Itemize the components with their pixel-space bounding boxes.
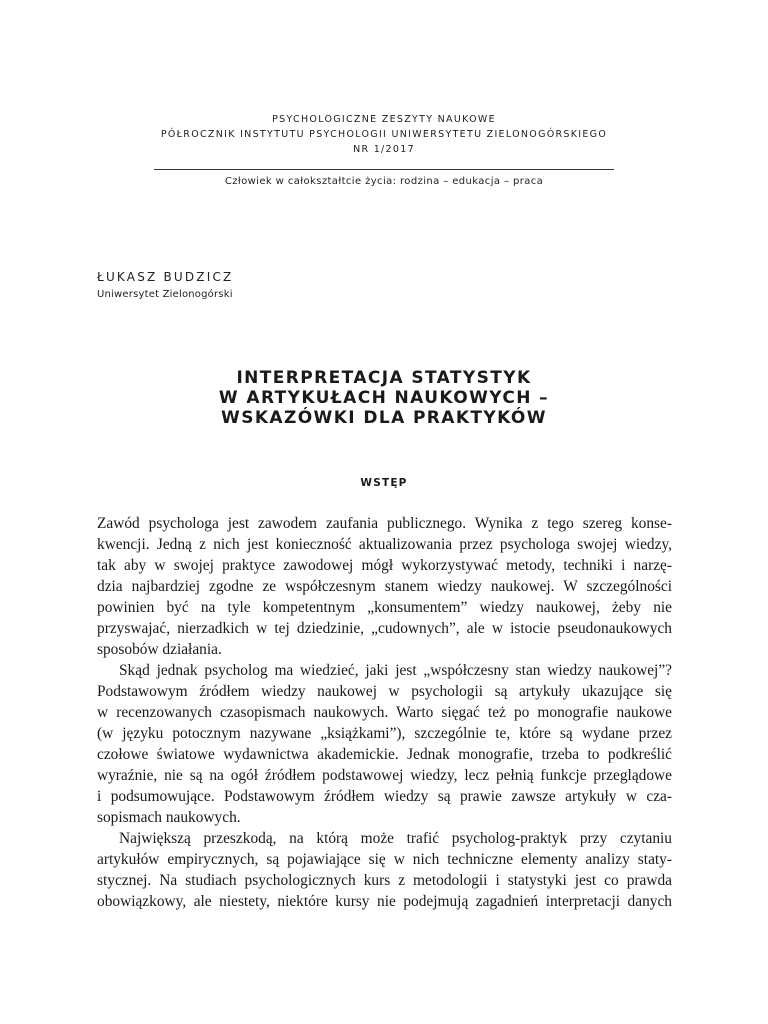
title-line-2: W ARTYKUŁACH NAUKOWYCH –	[218, 388, 550, 408]
body-line: artykułów empirycznych, są pojawiające się w nich techniczne elementy analizy staty-	[97, 851, 672, 868]
body-line: Skąd jednak psycholog ma wiedzieć, jaki jest „współczesny stan wiedzy naukowej”?	[119, 662, 672, 679]
body-line: obowiązkowy, ale niestety, niektóre kursy nie podejmują zagadnień interpretacji danych	[97, 893, 672, 910]
author-affiliation: Uniwersytet Zielonogórski	[97, 289, 233, 300]
journal-name: PSYCHOLOGICZNE ZESZYTY NAUKOWE	[272, 114, 496, 125]
body-line: kwencji. Jedną z nich jest konieczność aktualizowania przez psychologa swojej wiedzy,	[97, 536, 672, 553]
body-line: wyraźnie, nie są na ogół źródłem podstawowej wiedzy, lecz pełnią funkcje przeglądowe	[97, 767, 672, 784]
body-line: sopismach naukowych.	[97, 809, 241, 826]
article-title	[120, 368, 648, 428]
body-line: powinien być na tyle kompetentnym „konsumentem” wiedzy naukowej, żeby nie	[97, 599, 672, 616]
title-line-1: INTERPRETACJA STATYSTYK	[236, 368, 532, 388]
body-line: (w języku potocznym nazywane „książkami”), szczególnie te, które są wydane przez	[97, 725, 672, 742]
body-line: Zawód psychologa jest zawodem zaufania publicznego. Wynika z tego szereg konse-	[97, 515, 672, 532]
body-line: stycznej. Na studiach psychologicznych kurs z metodologii i statystyki jest co prawda	[97, 872, 672, 889]
issue-theme: Człowiek w całokształtcie życia: rodzina – edukacja – praca	[224, 176, 544, 187]
body-line: Podstawowym źródłem wiedzy naukowej w psychologii są artykuły ukazujące się	[97, 683, 672, 700]
body-line: i podsumowujące. Podstawowym źródłem wiedzy są prawie zawsze artykuły w cza-	[97, 788, 672, 805]
journal-issue-number: NR 1/2017	[353, 144, 415, 155]
body-text	[97, 513, 672, 912]
header-divider	[154, 169, 614, 170]
body-line: w recenzowanych czasopismach naukowych. Warto sięgać też po monografie naukowe	[97, 704, 672, 721]
body-line: tak aby w swojej praktyce zawodowej mógł wykorzystywać metody, techniki i narzę-	[97, 557, 672, 574]
section-heading: WSTĘP	[360, 477, 408, 489]
journal-header	[150, 112, 618, 157]
author-name: ŁUKASZ BUDZICZ	[97, 270, 234, 284]
journal-publisher: PÓŁROCZNIK INSTYTUTU PSYCHOLOGII UNIWERSYTETU ZIELONOGÓRSKIEGO	[160, 129, 608, 140]
body-line: dzia najbardziej zgodne ze współczesnym stanem wiedzy naukowej. W szczególności	[97, 578, 672, 595]
body-line: czołowe światowe wydawnictwa akademickie. Jednak monografie, trzeba to podkreślić	[97, 746, 672, 763]
body-line: Największą przeszkodą, na którą może trafić psycholog-praktyk przy czytaniu	[119, 830, 672, 847]
title-line-3: WSKAZÓWKI DLA PRAKTYKÓW	[221, 408, 547, 428]
body-line: sposobów działania.	[97, 641, 222, 658]
body-line: przyswajać, nierzadkich w tej dziedzinie, „cudownych”, ale w istocie pseudonaukowych	[97, 620, 672, 637]
